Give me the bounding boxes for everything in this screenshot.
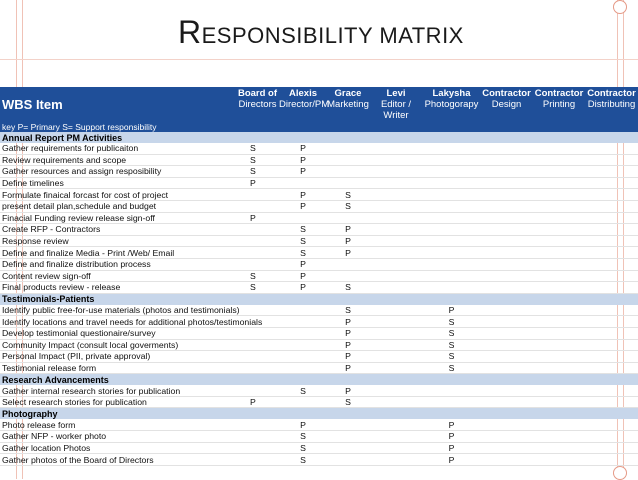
responsibility-cell: [279, 327, 327, 339]
responsibility-cell: [480, 385, 533, 396]
responsibility-cell: [369, 224, 423, 236]
section-heading: Research Advancements: [0, 374, 638, 386]
responsibility-cell: P: [236, 212, 279, 224]
responsibility-cell: [369, 327, 423, 339]
column-header-name: Contractor: [482, 88, 531, 99]
responsibility-cell: [585, 327, 638, 339]
responsibility-cell: [533, 189, 585, 201]
table-row: [0, 200, 638, 212]
responsibility-cell: [423, 396, 480, 408]
column-header-role: Editor / Writer: [380, 99, 412, 121]
column-header-name: Contractor: [534, 88, 584, 99]
responsibility-cell: S: [327, 282, 369, 294]
responsibility-cell: P: [327, 385, 369, 396]
responsibility-cell: [480, 247, 533, 259]
responsibility-cell: [279, 177, 327, 189]
responsibility-cell: P: [423, 454, 480, 466]
responsibility-cell: [369, 442, 423, 454]
table-row: [0, 177, 638, 189]
corner-circle-top: [613, 0, 627, 14]
responsibility-cell: [533, 396, 585, 408]
task-name: Gather photos of the Board of Directors: [0, 454, 236, 466]
title-rest: ESPONSIBILITY MATRIX: [201, 23, 464, 48]
responsibility-cell: S: [236, 143, 279, 154]
responsibility-cell: [480, 235, 533, 247]
responsibility-cell: [423, 385, 480, 396]
responsibility-cell: [480, 143, 533, 154]
responsibility-cell: [236, 247, 279, 259]
column-header: [533, 87, 585, 122]
task-name: Community Impact (consult local goverments): [0, 339, 236, 351]
responsibility-cell: [480, 431, 533, 443]
table-row: [0, 282, 638, 294]
task-name: Final products review - release: [0, 282, 236, 294]
responsibility-cell: [585, 316, 638, 328]
responsibility-cell: [533, 351, 585, 363]
task-name: Testimonial release form: [0, 362, 236, 374]
table-row: [0, 396, 638, 408]
responsibility-cell: [585, 305, 638, 316]
responsibility-cell: [533, 154, 585, 166]
responsibility-cell: [369, 431, 423, 443]
responsibility-cell: [585, 143, 638, 154]
responsibility-cell: [423, 224, 480, 236]
responsibility-cell: [236, 454, 279, 466]
responsibility-cell: [236, 385, 279, 396]
responsibility-cell: S: [423, 339, 480, 351]
table-row: [0, 154, 638, 166]
page-title: [178, 14, 464, 51]
responsibility-cell: [585, 200, 638, 212]
column-header: [480, 87, 533, 122]
column-header-role: Printing: [542, 99, 576, 110]
task-name: Select research stories for publication: [0, 396, 236, 408]
responsibility-cell: [369, 282, 423, 294]
responsibility-cell: [480, 282, 533, 294]
responsibility-cell: [533, 258, 585, 270]
section-row: [0, 293, 638, 305]
responsibility-cell: S: [423, 316, 480, 328]
task-name: Identify public free-for-use materials (photos and testimonials): [2, 305, 240, 316]
responsibility-cell: [585, 351, 638, 363]
responsibility-cell: [585, 166, 638, 178]
responsibility-cell: [585, 282, 638, 294]
section-heading: Annual Report PM Activities: [0, 132, 638, 143]
responsibility-cell: [369, 258, 423, 270]
responsibility-cell: [533, 339, 585, 351]
table-row: [0, 351, 638, 363]
table-row: [0, 235, 638, 247]
responsibility-cell: [585, 362, 638, 374]
responsibility-cell: [423, 235, 480, 247]
responsibility-cell: [585, 442, 638, 454]
responsibility-cell: [369, 396, 423, 408]
task-name: Identify locations and travel needs for additional photos/testimonials: [2, 316, 263, 327]
table-row: [0, 316, 638, 328]
responsibility-cell: [236, 189, 279, 201]
responsibility-cell: [369, 270, 423, 282]
responsibility-cell: [585, 419, 638, 430]
responsibility-cell: S: [279, 224, 327, 236]
column-header-name: Board of: [237, 88, 278, 99]
responsibility-cell: S: [327, 200, 369, 212]
task-name: Gather resources and assign resposibility: [0, 166, 236, 178]
responsibility-cell: P: [327, 327, 369, 339]
table-row: [0, 270, 638, 282]
responsibility-cell: S: [423, 351, 480, 363]
responsibility-cell: [423, 154, 480, 166]
responsibility-cell: P: [279, 419, 327, 430]
responsibility-cell: [480, 362, 533, 374]
column-header-role: Directors: [238, 99, 277, 110]
responsibility-cell: S: [236, 270, 279, 282]
header-row: [0, 87, 638, 122]
responsibility-cell: [369, 166, 423, 178]
responsibility-cell: [327, 431, 369, 443]
responsibility-cell: [236, 339, 279, 351]
responsibility-cell: [480, 177, 533, 189]
section-heading: Photography: [0, 408, 638, 420]
section-heading: Testimonials-Patients: [0, 293, 638, 305]
responsibility-cell: P: [236, 177, 279, 189]
responsibility-cell: P: [279, 166, 327, 178]
responsibility-cell: P: [279, 270, 327, 282]
column-header-role: Photogorapy: [424, 99, 479, 110]
responsibility-cell: P: [279, 143, 327, 154]
responsibility-cell: [279, 362, 327, 374]
responsibility-cell: [480, 166, 533, 178]
responsibility-cell: [236, 362, 279, 374]
responsibility-cell: P: [279, 200, 327, 212]
responsibility-cell: [236, 224, 279, 236]
responsibility-cell: S: [236, 282, 279, 294]
responsibility-cell: S: [423, 327, 480, 339]
responsibility-cell: [369, 200, 423, 212]
responsibility-cell: [327, 258, 369, 270]
table-row: [0, 258, 638, 270]
table-row: [0, 247, 638, 259]
column-header-name: Grace: [334, 88, 362, 99]
responsibility-cell: [585, 339, 638, 351]
responsibility-cell: S: [327, 189, 369, 201]
responsibility-cell: [480, 212, 533, 224]
responsibility-cell: [236, 200, 279, 212]
table-row: [0, 224, 638, 236]
responsibility-cell: [585, 385, 638, 396]
responsibility-cell: P: [327, 235, 369, 247]
responsibility-cell: [236, 431, 279, 443]
task-name: Gather requirements for publicaiton: [0, 143, 236, 154]
table-row: [0, 327, 638, 339]
wbs-item-header: WBS Item: [0, 87, 236, 122]
responsibility-cell: [279, 396, 327, 408]
responsibility-cell: [585, 154, 638, 166]
responsibility-cell: [480, 258, 533, 270]
responsibility-cell: P: [327, 339, 369, 351]
responsibility-cell: P: [423, 305, 480, 316]
column-header: [236, 87, 279, 122]
responsibility-cell: [369, 247, 423, 259]
table-row: [0, 305, 638, 316]
responsibility-cell: [585, 270, 638, 282]
corner-circle-bottom: [613, 466, 627, 480]
responsibility-cell: S: [327, 396, 369, 408]
responsibility-cell: [533, 200, 585, 212]
responsibility-cell: [236, 327, 279, 339]
responsibility-cell: P: [423, 442, 480, 454]
responsibility-cell: [480, 396, 533, 408]
responsibility-cell: S: [327, 305, 369, 316]
title-first-letter: R: [178, 14, 202, 50]
column-header: [369, 87, 423, 122]
responsibility-cell: [327, 177, 369, 189]
task-name: Define and finalize Media - Print /Web/ Email: [0, 247, 236, 259]
responsibility-cell: [369, 189, 423, 201]
responsibility-cell: [533, 419, 585, 430]
responsibility-cell: [533, 166, 585, 178]
responsibility-cell: [533, 442, 585, 454]
responsibility-cell: [236, 235, 279, 247]
responsibility-cell: [533, 270, 585, 282]
responsibility-cell: P: [327, 362, 369, 374]
column-header-name: Contractor: [587, 88, 636, 99]
responsibility-cell: [585, 396, 638, 408]
responsibility-cell: P: [279, 258, 327, 270]
responsibility-cell: [369, 339, 423, 351]
table-row: [0, 419, 638, 430]
table-row: [0, 189, 638, 201]
task-name: Gather NFP - worker photo: [0, 431, 236, 443]
responsibility-cell: [585, 258, 638, 270]
column-header: [585, 87, 638, 122]
responsibility-cell: [585, 235, 638, 247]
responsibility-cell: [423, 143, 480, 154]
responsibility-cell: [480, 270, 533, 282]
responsibility-cell: [369, 177, 423, 189]
responsibility-cell: [327, 212, 369, 224]
responsibility-cell: [585, 247, 638, 259]
responsibility-cell: [533, 431, 585, 443]
responsibility-cell: [369, 316, 423, 328]
responsibility-cell: [585, 454, 638, 466]
responsibility-cell: [480, 419, 533, 430]
responsibility-cell: [423, 177, 480, 189]
responsibility-cell: [279, 351, 327, 363]
task-name: Gather internal research stories for publication: [0, 385, 236, 396]
responsibility-cell: P: [327, 351, 369, 363]
responsibility-cell: [533, 224, 585, 236]
responsibility-cell: P: [279, 154, 327, 166]
table-row: [0, 362, 638, 374]
table-row: [0, 143, 638, 154]
table-row: [0, 454, 638, 466]
responsibility-cell: [480, 442, 533, 454]
responsibility-cell: [423, 200, 480, 212]
responsibility-cell: [533, 143, 585, 154]
table-row: [0, 212, 638, 224]
responsibility-cell: [423, 270, 480, 282]
responsibility-cell: [585, 177, 638, 189]
responsibility-cell: [480, 305, 533, 316]
task-name: Response review: [0, 235, 236, 247]
table-row: [0, 385, 638, 396]
responsibility-cell: [480, 351, 533, 363]
responsibility-cell: [236, 258, 279, 270]
responsibility-cell: [533, 235, 585, 247]
responsibility-cell: [236, 305, 279, 316]
responsibility-cell: [533, 316, 585, 328]
responsibility-cell: [423, 166, 480, 178]
responsibility-cell: [480, 316, 533, 328]
responsibility-cell: S: [279, 454, 327, 466]
responsibility-cell: [480, 189, 533, 201]
responsibility-cell: [369, 419, 423, 430]
responsibility-cell: S: [279, 431, 327, 443]
section-row: [0, 408, 638, 420]
responsibility-cell: P: [279, 282, 327, 294]
responsibility-cell: [236, 351, 279, 363]
responsibility-cell: [279, 212, 327, 224]
responsibility-cell: [533, 454, 585, 466]
responsibility-cell: S: [423, 362, 480, 374]
responsibility-cell: [369, 305, 423, 316]
responsibility-cell: [327, 154, 369, 166]
responsibility-cell: [480, 339, 533, 351]
task-name: Photo release form: [0, 419, 236, 430]
responsibility-cell: [423, 258, 480, 270]
responsibility-cell: [369, 385, 423, 396]
task-name: Personal Impact (PII, private approval): [0, 351, 236, 363]
responsibility-cell: [423, 212, 480, 224]
responsibility-cell: [533, 327, 585, 339]
responsibility-cell: S: [279, 385, 327, 396]
responsibility-cell: [279, 316, 327, 328]
responsibility-cell: S: [236, 154, 279, 166]
responsibility-cell: [533, 362, 585, 374]
legend-key: key P= Primary S= Support responsibility: [0, 122, 638, 132]
table-row: [0, 431, 638, 443]
task-name: Content review sign-off: [0, 270, 236, 282]
responsibility-cell: [480, 200, 533, 212]
responsibility-cell: P: [327, 316, 369, 328]
task-name: Gather location Photos: [0, 442, 236, 454]
responsibility-cell: [585, 189, 638, 201]
responsibility-cell: P: [423, 419, 480, 430]
responsibility-cell: [327, 442, 369, 454]
column-header-name: Lakysha: [432, 88, 471, 99]
column-header-name: Levi: [386, 88, 406, 99]
responsibility-cell: [480, 224, 533, 236]
key-row: [0, 122, 638, 132]
responsibility-cell: [369, 154, 423, 166]
responsibility-cell: [480, 327, 533, 339]
responsibility-cell: S: [279, 442, 327, 454]
responsibility-cell: [369, 212, 423, 224]
responsibility-cell: S: [279, 235, 327, 247]
column-header-role: Design: [491, 99, 522, 110]
responsibility-cell: [533, 247, 585, 259]
responsibility-cell: [369, 235, 423, 247]
section-row: [0, 374, 638, 386]
responsibility-cell: [236, 442, 279, 454]
column-header: [327, 87, 369, 122]
responsibility-cell: [423, 282, 480, 294]
column-header: [423, 87, 480, 122]
task-name: Finacial Funding review release sign-off: [0, 212, 236, 224]
responsibility-cell: [585, 212, 638, 224]
responsibility-cell: P: [327, 247, 369, 259]
responsibility-matrix: [0, 87, 638, 466]
responsibility-cell: [327, 143, 369, 154]
responsibility-cell: [279, 305, 327, 316]
table-row: [0, 339, 638, 351]
responsibility-cell: P: [279, 189, 327, 201]
responsibility-cell: [279, 339, 327, 351]
responsibility-cell: P: [423, 431, 480, 443]
responsibility-cell: [369, 351, 423, 363]
top-divider: [0, 59, 638, 60]
responsibility-cell: [327, 419, 369, 430]
responsibility-cell: [327, 166, 369, 178]
task-name: Review requirements and scope: [0, 154, 236, 166]
responsibility-cell: [369, 143, 423, 154]
responsibility-cell: S: [236, 166, 279, 178]
responsibility-cell: [533, 212, 585, 224]
column-header-role: Marketing: [327, 99, 369, 110]
column-header: [279, 87, 330, 122]
responsibility-cell: [423, 189, 480, 201]
table-row: [0, 166, 638, 178]
task-name: Define timelines: [0, 177, 236, 189]
responsibility-cell: [369, 362, 423, 374]
section-row: [0, 132, 638, 143]
responsibility-cell: [585, 224, 638, 236]
responsibility-cell: [369, 454, 423, 466]
responsibility-cell: S: [279, 247, 327, 259]
responsibility-cell: [327, 454, 369, 466]
table-row: [0, 442, 638, 454]
column-header-name: Alexis: [289, 88, 317, 99]
responsibility-cell: [480, 154, 533, 166]
responsibility-cell: P: [327, 224, 369, 236]
column-header-role: Distributing: [587, 99, 636, 110]
responsibility-cell: P: [236, 396, 279, 408]
task-name: Develop testimonial questionaire/survey: [0, 327, 236, 339]
responsibility-cell: [423, 247, 480, 259]
task-name: Formulate finaical forcast for cost of project: [0, 189, 236, 201]
responsibility-cell: [327, 270, 369, 282]
responsibility-cell: [480, 454, 533, 466]
matrix-table: [0, 87, 638, 466]
responsibility-cell: [533, 385, 585, 396]
task-name: Define and finalize distribution process: [0, 258, 236, 270]
task-name: present detail plan,schedule and budget: [0, 200, 236, 212]
column-header-role: Director/PM: [279, 99, 330, 110]
responsibility-cell: [236, 419, 279, 430]
responsibility-cell: [533, 305, 585, 316]
responsibility-cell: [533, 282, 585, 294]
responsibility-cell: [585, 431, 638, 443]
task-name: Create RFP - Contractors: [0, 224, 236, 236]
responsibility-cell: [533, 177, 585, 189]
